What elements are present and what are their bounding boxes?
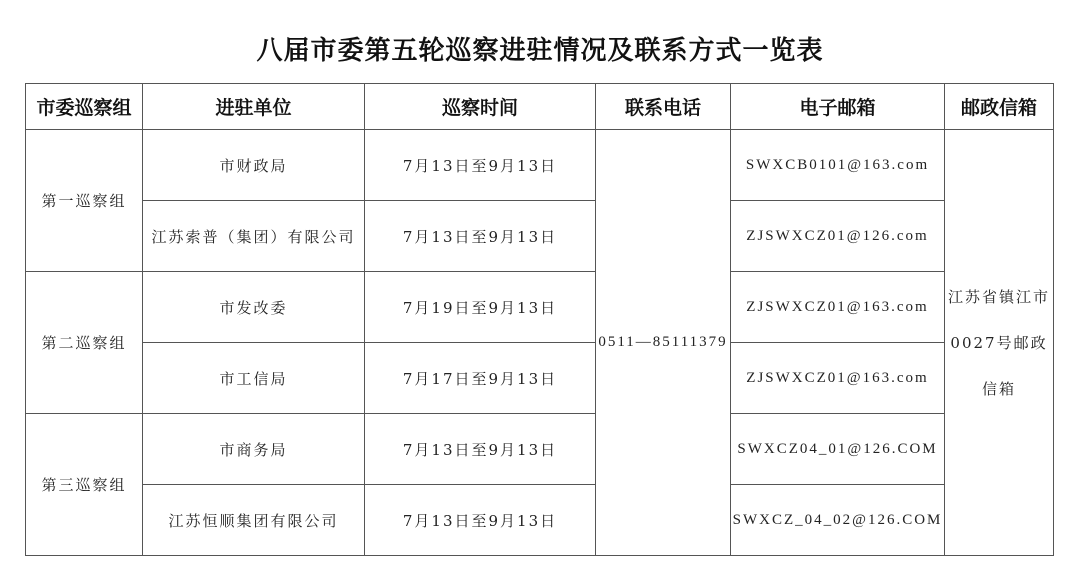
table-row xyxy=(26,201,1054,272)
table-row xyxy=(26,130,1054,201)
table-row xyxy=(26,414,1054,485)
inspection-time: 7月13日至9月13日 xyxy=(365,414,596,485)
inspection-time: 7月13日至9月13日 xyxy=(365,201,596,272)
unit-name: 市发改委 xyxy=(143,272,365,343)
page-title: 八届市委第五轮巡察进驻情况及联系方式一览表 xyxy=(256,36,824,66)
inspection-time: 7月13日至9月13日 xyxy=(365,485,596,556)
header-group: 市委巡察组 xyxy=(26,84,143,130)
header-row xyxy=(26,84,1054,130)
group-name: 第二巡察组 xyxy=(26,272,143,414)
postal-box: 江苏省镇江市0027号邮政信箱 xyxy=(945,130,1054,556)
header-postal: 邮政信箱 xyxy=(945,84,1054,130)
inspection-time: 7月17日至9月13日 xyxy=(365,343,596,414)
table-row xyxy=(26,485,1054,556)
email-address: ZJSWXCZ01@163.com xyxy=(731,343,945,414)
header-unit: 进驻单位 xyxy=(143,84,365,130)
unit-name: 市工信局 xyxy=(143,343,365,414)
email-address: SWXCB0101@163.com xyxy=(731,130,945,201)
inspection-time: 7月13日至9月13日 xyxy=(365,130,596,201)
header-email: 电子邮箱 xyxy=(731,84,945,130)
unit-name: 江苏索普（集团）有限公司 xyxy=(143,201,365,272)
header-phone: 联系电话 xyxy=(596,84,731,130)
table-row xyxy=(26,343,1054,414)
contact-phone: 0511—85111379 xyxy=(596,130,731,556)
email-address: ZJSWXCZ01@126.com xyxy=(731,201,945,272)
inspection-table xyxy=(25,83,1054,556)
email-address: SWXCZ04_01@126.COM xyxy=(731,414,945,485)
table-row xyxy=(26,272,1054,343)
unit-name: 市财政局 xyxy=(143,130,365,201)
group-name: 第一巡察组 xyxy=(26,130,143,272)
unit-name: 市商务局 xyxy=(143,414,365,485)
unit-name: 江苏恒顺集团有限公司 xyxy=(143,485,365,556)
header-time: 巡察时间 xyxy=(365,84,596,130)
inspection-time: 7月19日至9月13日 xyxy=(365,272,596,343)
email-address: ZJSWXCZ01@163.com xyxy=(731,272,945,343)
email-address: SWXCZ_04_02@126.COM xyxy=(731,485,945,556)
group-name: 第三巡察组 xyxy=(26,414,143,556)
